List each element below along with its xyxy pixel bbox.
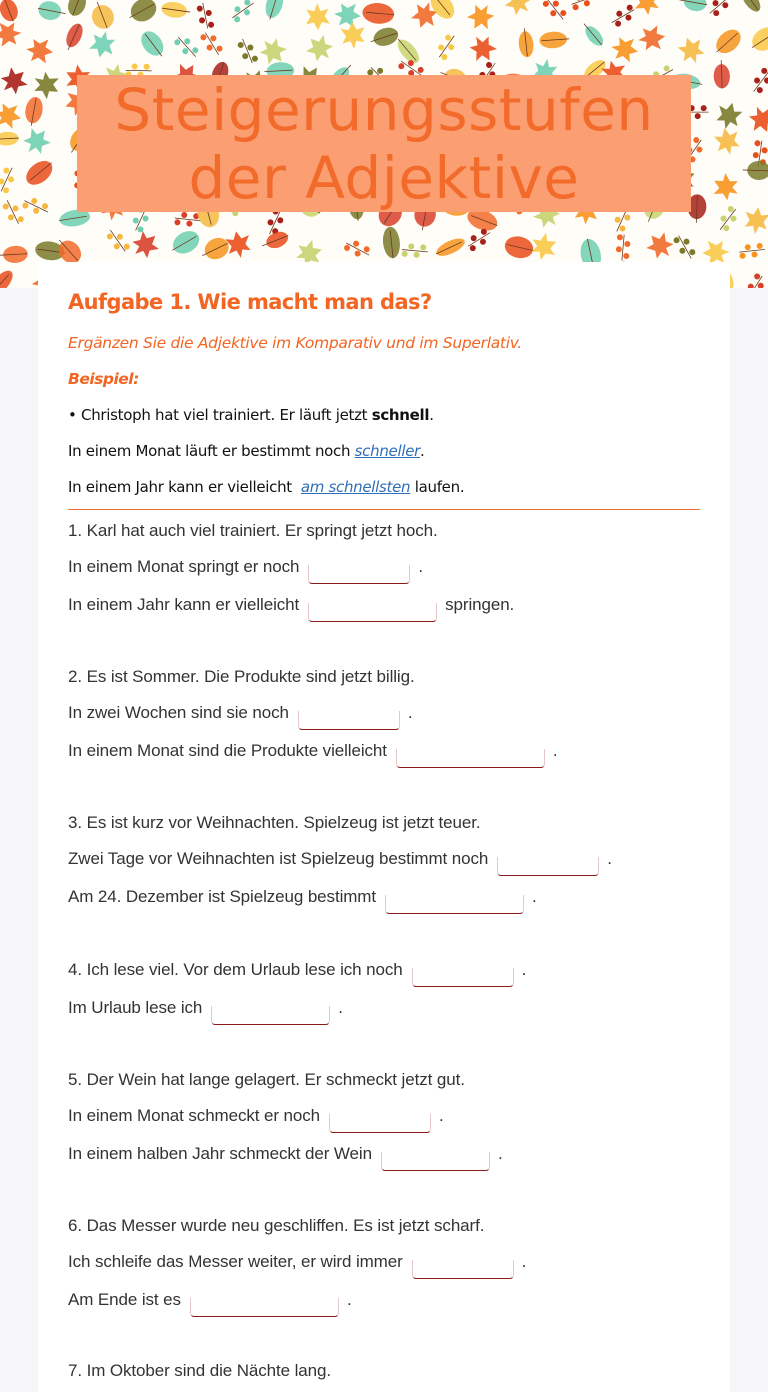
leaf-decoration bbox=[714, 205, 741, 234]
leaf-decoration bbox=[23, 96, 45, 128]
leaf-decoration bbox=[738, 242, 765, 259]
question-6-line-b bbox=[68, 1290, 352, 1317]
leaf-decoration bbox=[742, 160, 768, 180]
question-6-statement: 6. Das Messer wurde neu geschliffen. Es ist jetzt scharf. bbox=[68, 1216, 484, 1236]
example-label: Beispiel: bbox=[68, 370, 139, 388]
leaf-decoration bbox=[433, 235, 467, 260]
leaf-decoration bbox=[609, 35, 640, 63]
example-line-2-suffix: . bbox=[420, 442, 424, 460]
question-1-superlative-input[interactable] bbox=[308, 603, 437, 622]
example-line-1-suffix: . bbox=[429, 406, 433, 424]
worksheet-card bbox=[38, 262, 730, 1392]
question-5-comparative-input[interactable] bbox=[329, 1114, 431, 1133]
question-6-superlative-input[interactable] bbox=[190, 1298, 339, 1317]
example-line-1-text: • Christoph hat viel trainiert. Er läuft jetzt bbox=[68, 406, 372, 424]
leaf-decoration bbox=[1, 197, 25, 227]
leaf-decoration bbox=[579, 20, 606, 49]
example-line-3-suffix: laufen. bbox=[410, 478, 464, 496]
leaf-decoration bbox=[127, 227, 163, 263]
leaf-decoration bbox=[0, 245, 28, 264]
question-1-line-b-text: In einem Jahr kann er vielleicht bbox=[68, 595, 299, 614]
question-2-line-a-text: In zwei Wochen sind sie noch bbox=[68, 703, 289, 722]
leaf-decoration bbox=[105, 226, 131, 255]
question-5-line-a bbox=[68, 1106, 444, 1133]
question-3-line-b bbox=[68, 887, 537, 914]
leaf-decoration bbox=[167, 227, 203, 260]
question-4-line-b bbox=[68, 998, 343, 1025]
title-box bbox=[77, 75, 691, 212]
question-3-line-a-text: Zwei Tage vor Weihnachten ist Spielzeug bestimmt noch bbox=[68, 849, 488, 868]
leaf-decoration bbox=[503, 234, 537, 262]
question-3-comparative-input[interactable] bbox=[497, 857, 599, 876]
question-3-line-b-text: Am 24. Dezember ist Spielzeug bestimmt bbox=[68, 887, 376, 906]
leaf-decoration bbox=[676, 34, 708, 68]
leaf-decoration bbox=[199, 29, 224, 58]
example-line-2-text: In einem Monat läuft er bestimmt noch bbox=[68, 442, 355, 460]
question-6-line-b-text: Am Ende ist es bbox=[68, 1290, 181, 1309]
question-2-line-b-text: In einem Monat sind die Produkte vielleicht bbox=[68, 741, 387, 760]
leaf-decoration bbox=[25, 37, 54, 64]
question-5-line-b-suffix: . bbox=[498, 1144, 503, 1163]
leaf-decoration bbox=[500, 0, 536, 20]
question-5-line-a-suffix: . bbox=[439, 1106, 444, 1125]
leaf-decoration bbox=[748, 67, 768, 96]
leaf-decoration bbox=[198, 234, 232, 265]
leaf-decoration bbox=[0, 165, 18, 194]
leaf-decoration bbox=[343, 237, 373, 262]
leaf-decoration bbox=[0, 131, 19, 146]
question-4-line-b-suffix: . bbox=[338, 998, 343, 1017]
leaf-decoration bbox=[333, 2, 362, 28]
leaf-decoration bbox=[629, 0, 664, 19]
example-line-3 bbox=[68, 478, 464, 496]
leaf-decoration bbox=[736, 0, 764, 15]
leaf-decoration bbox=[569, 0, 598, 11]
question-6-line-a bbox=[68, 1252, 526, 1279]
question-1-comparative-input[interactable] bbox=[308, 565, 410, 584]
leaf-decoration bbox=[87, 0, 117, 32]
question-2-line-a-suffix: . bbox=[408, 703, 413, 722]
question-7-statement: 7. Im Oktober sind die Nächte lang. bbox=[68, 1361, 331, 1381]
question-6-comparative-input[interactable] bbox=[412, 1260, 514, 1279]
leaf-decoration bbox=[173, 33, 201, 62]
leaf-decoration bbox=[137, 27, 170, 62]
question-1-line-a-suffix: . bbox=[418, 557, 423, 576]
leaf-decoration bbox=[302, 30, 338, 66]
leaf-decoration bbox=[29, 68, 64, 102]
leaf-decoration bbox=[746, 22, 768, 56]
question-1-line-a bbox=[68, 557, 423, 584]
leaf-decoration bbox=[705, 0, 734, 19]
question-3-statement: 3. Es ist kurz vor Weihnachten. Spielzeug ist jetzt teuer. bbox=[68, 813, 480, 833]
leaf-decoration bbox=[434, 32, 460, 61]
question-4-superlative-input[interactable] bbox=[211, 1006, 330, 1025]
question-5-line-b-text: In einem halben Jahr schmeckt der Wein bbox=[68, 1144, 372, 1163]
question-4-line-a-suffix: . bbox=[522, 960, 527, 979]
section-divider bbox=[68, 509, 700, 510]
leaf-decoration bbox=[517, 28, 534, 58]
example-line-2 bbox=[68, 442, 424, 460]
leaf-decoration bbox=[464, 227, 493, 253]
question-6-line-b-suffix: . bbox=[347, 1290, 352, 1309]
leaf-decoration bbox=[228, 0, 257, 23]
question-5-superlative-input[interactable] bbox=[381, 1152, 490, 1171]
leaf-decoration bbox=[36, 0, 67, 23]
leaf-decoration bbox=[542, 0, 569, 24]
example-comparative-answer: schneller bbox=[355, 442, 420, 460]
question-2-line-b-suffix: . bbox=[553, 741, 558, 760]
question-3-line-b-suffix: . bbox=[532, 887, 537, 906]
question-1-line-b-suffix: springen. bbox=[445, 595, 514, 614]
leaf-decoration bbox=[401, 243, 428, 259]
question-2-line-a bbox=[68, 703, 412, 730]
leaf-decoration bbox=[0, 0, 21, 24]
question-5-statement: 5. Der Wein hat lange gelagert. Er schmeckt jetzt gut. bbox=[68, 1070, 465, 1090]
leaf-decoration bbox=[637, 24, 667, 52]
question-1-line-b bbox=[68, 595, 514, 622]
leaf-decoration bbox=[124, 0, 160, 27]
question-5-line-a-text: In einem Monat schmeckt er noch bbox=[68, 1106, 320, 1125]
example-adjective: schnell bbox=[372, 406, 430, 424]
leaf-decoration bbox=[305, 3, 330, 31]
header-banner bbox=[0, 0, 768, 288]
leaf-decoration bbox=[743, 206, 768, 236]
question-6-line-a-text: Ich schleife das Messer weiter, er wird immer bbox=[68, 1252, 403, 1271]
leaf-decoration bbox=[65, 0, 91, 18]
question-2-line-b bbox=[68, 741, 558, 768]
leaf-decoration bbox=[88, 28, 118, 60]
leaf-decoration bbox=[539, 31, 570, 50]
question-3-line-a-suffix: . bbox=[607, 849, 612, 868]
leaf-decoration bbox=[196, 2, 215, 30]
question-4-comparative-input[interactable] bbox=[412, 968, 514, 987]
leaf-decoration bbox=[466, 31, 500, 66]
example-line-3-text: In einem Jahr kann er vielleicht bbox=[68, 478, 296, 496]
leaf-decoration bbox=[160, 0, 191, 19]
question-4-line-a bbox=[68, 960, 526, 987]
question-3-line-a bbox=[68, 849, 612, 876]
leaf-decoration bbox=[0, 267, 17, 288]
question-6-line-a-suffix: . bbox=[522, 1252, 527, 1271]
page-title-line-1: Steigerungsstufen bbox=[114, 76, 653, 144]
leaf-decoration bbox=[710, 25, 745, 59]
leaf-decoration bbox=[393, 35, 423, 67]
question-4-line-a-text: 4. Ich lese viel. Vor dem Urlaub lese ich noch bbox=[68, 960, 403, 979]
question-5-line-b bbox=[68, 1144, 503, 1171]
leaf-decoration bbox=[746, 102, 768, 136]
question-2-statement: 2. Es ist Sommer. Die Produkte sind jetzt billig. bbox=[68, 667, 415, 687]
leaf-decoration bbox=[0, 21, 22, 47]
leaf-decoration bbox=[224, 229, 252, 260]
leaf-decoration bbox=[0, 63, 32, 99]
task-heading: Aufgabe 1. Wie macht man das? bbox=[68, 290, 432, 314]
leaf-decoration bbox=[713, 126, 742, 157]
leaf-decoration bbox=[362, 2, 396, 25]
leaf-decoration bbox=[713, 60, 730, 89]
leaf-decoration bbox=[464, 0, 498, 34]
leaf-decoration bbox=[368, 25, 401, 50]
leaf-decoration bbox=[62, 21, 86, 53]
leaf-decoration bbox=[262, 0, 286, 22]
leaf-decoration bbox=[0, 101, 23, 130]
leaf-decoration bbox=[673, 232, 698, 262]
leaf-decoration bbox=[615, 234, 631, 261]
leaf-decoration bbox=[708, 170, 743, 204]
leaf-decoration bbox=[642, 228, 678, 264]
leaf-decoration bbox=[381, 226, 401, 259]
question-1-line-a-text: In einem Monat springt er noch bbox=[68, 557, 299, 576]
question-2-comparative-input[interactable] bbox=[298, 711, 400, 730]
question-3-superlative-input[interactable] bbox=[385, 895, 524, 914]
example-superlative-answer: am schnellsten bbox=[301, 478, 410, 496]
question-1-statement: 1. Karl hat auch viel trainiert. Er springt jetzt hoch. bbox=[68, 521, 438, 541]
example-line-1 bbox=[68, 406, 434, 424]
leaf-decoration bbox=[608, 4, 638, 29]
leaf-decoration bbox=[340, 21, 366, 50]
leaf-decoration bbox=[21, 194, 51, 218]
leaf-decoration bbox=[174, 211, 201, 228]
task-instruction: Ergänzen Sie die Adjektive im Komparativ und im Superlativ. bbox=[68, 334, 522, 352]
leaf-decoration bbox=[742, 272, 768, 288]
question-4-line-b-text: Im Urlaub lese ich bbox=[68, 998, 202, 1017]
leaf-decoration bbox=[22, 155, 58, 189]
page-title-line-2: der Adjektive bbox=[188, 144, 579, 212]
leaf-decoration bbox=[714, 100, 744, 132]
leaf-decoration bbox=[678, 0, 709, 13]
leaf-decoration bbox=[19, 123, 54, 159]
leaf-decoration bbox=[236, 36, 259, 65]
question-2-superlative-input[interactable] bbox=[396, 749, 545, 768]
